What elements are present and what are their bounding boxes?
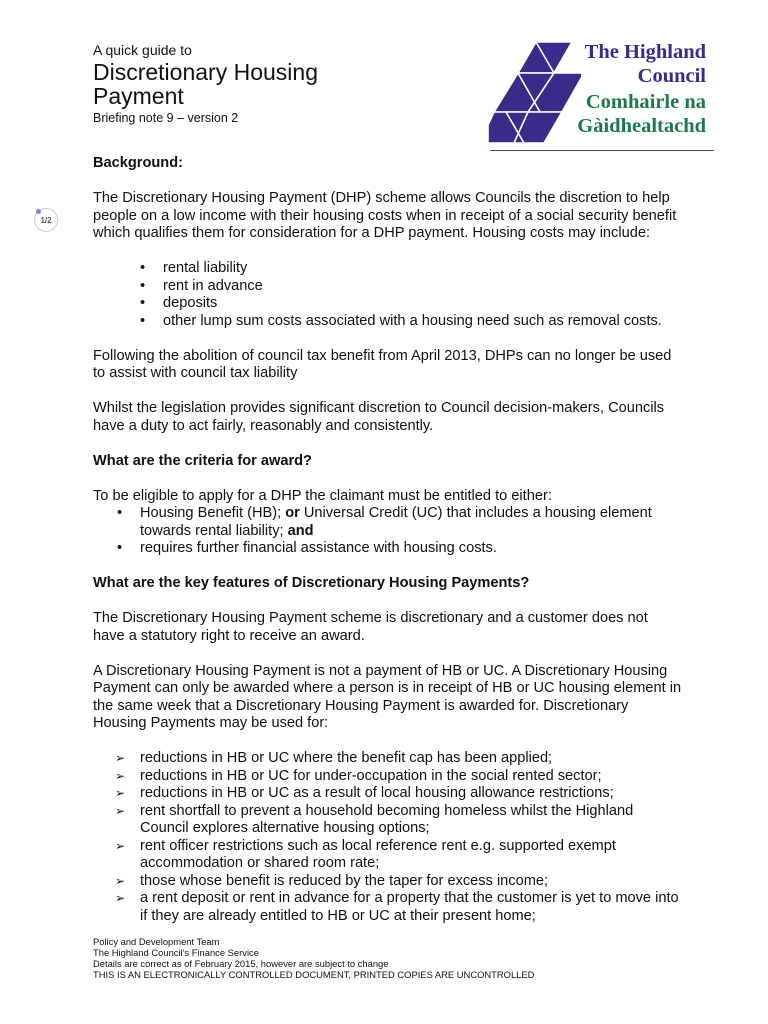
bullet-icon: • xyxy=(140,277,146,294)
features-paragraph-1: The Discretionary Housing Payment scheme is discretionary and a customer does not have a statutory right to receive an award. xyxy=(93,610,648,644)
header-kicker: A quick guide to xyxy=(93,42,192,58)
list-item: • Housing Benefit (HB); or Universal Credit (UC) that includes a housing element towards rental liability; and xyxy=(117,505,652,539)
bullet-icon: • xyxy=(140,312,146,329)
section-heading-background: Background: xyxy=(93,155,183,171)
page-indicator-badge[interactable] xyxy=(34,208,58,232)
bullet-icon: • xyxy=(117,540,123,556)
bullet-icon: • xyxy=(117,505,123,521)
document-body xyxy=(93,155,683,925)
logo-text-line-1: The Highland xyxy=(584,41,706,63)
housing-costs-list xyxy=(93,260,683,330)
footer-line-3: Details are correct as of February 2015, however are subject to change xyxy=(93,958,389,969)
logo-text-line-4: Gàidhealtachd xyxy=(577,115,706,137)
list-item: ➢ reductions in HB or UC as a result of local housing allowance restrictions; xyxy=(115,785,614,801)
list-item: ➢ reductions in HB or UC where the benefit cap has been applied; xyxy=(115,750,553,766)
background-intro: The Discretionary Housing Payment (DHP) scheme allows Councils the discretion to help people on a low income with their housing costs when in receipt of a social security benefit which qualifies them for consideration for a DHP payment. Housing costs may include: xyxy=(93,190,677,241)
section-heading-criteria: What are the criteria for award? xyxy=(93,452,312,469)
council-tax-paragraph: Following the abolition of council tax benefit from April 2013, DHPs can no longer be used to assist with council tax liability xyxy=(93,347,672,381)
list-item: ➢ rent shortfall to prevent a household becoming homeless whilst the Highland Council explores alternative housing options; xyxy=(115,802,634,836)
arrow-bullet-icon: ➢ xyxy=(115,838,126,853)
list-item: ➢ a rent deposit or rent in advance for a property that the customer is yet to move into if they are already entitled to HB or UC at their present home; xyxy=(115,890,679,924)
arrow-bullet-icon: ➢ xyxy=(115,786,126,800)
logo-text-line-2: Council xyxy=(637,65,706,87)
document-header xyxy=(93,42,453,126)
title-line-2: Payment xyxy=(93,83,184,109)
document-footer xyxy=(93,936,534,980)
list-item: ➢ reductions in HB or UC for under-occupation in the social rented sector; xyxy=(115,767,602,784)
arrow-bullet-icon: ➢ xyxy=(115,891,126,905)
list-item: ➢ those whose benefit is reduced by the taper for excess income; xyxy=(115,872,549,889)
bullet-icon: • xyxy=(140,260,146,276)
page-indicator-label: 1/2 xyxy=(40,215,52,225)
list-item: • other lump sum costs associated with a housing need such as removal costs. xyxy=(140,312,662,329)
highland-council-logo xyxy=(486,40,718,154)
arrow-bullet-icon: ➢ xyxy=(115,751,126,765)
legislation-paragraph: Whilst the legislation provides significant discretion to Council decision-makers, Councils have a duty to act fairly, reasonably and consistently. xyxy=(93,400,665,434)
list-item: • rent in advance xyxy=(140,277,263,294)
list-item: • requires further financial assistance with housing costs. xyxy=(117,540,497,556)
logo-text-line-3: Comhairle na xyxy=(585,91,706,113)
list-item: • deposits xyxy=(140,295,218,311)
arrow-bullet-icon: ➢ xyxy=(115,873,126,888)
arrow-bullet-icon: ➢ xyxy=(115,803,126,818)
title-line-1: Discretionary Housing xyxy=(93,59,318,85)
dhp-uses-list xyxy=(93,750,683,925)
logo-underline xyxy=(490,150,714,151)
footer-line-2: The Highland Council's Finance Service xyxy=(93,947,259,958)
criteria-intro: To be eligible to apply for a DHP the claimant must be entitled to either: xyxy=(93,487,552,504)
arrow-bullet-icon: ➢ xyxy=(115,768,126,783)
page-title xyxy=(93,60,453,108)
triangle-mosaic-icon xyxy=(486,40,581,150)
footer-line-1: Policy and Development Team xyxy=(93,936,220,947)
footer-line-4: THIS IS AN ELECTRONICALLY CONTROLLED DOCUMENT, PRINTED COPIES ARE UNCONTROLLED xyxy=(93,969,535,980)
section-heading-features: What are the key features of Discretionary Housing Payments? xyxy=(93,575,530,591)
features-paragraph-2: A Discretionary Housing Payment is not a payment of HB or UC. A Discretionary Housing Payment can only be awarded where a person is in receipt of HB or UC housing element in the same week that a Discretionary Housing Payment is awarded for. Discretionary Housing Payments may be used for: xyxy=(93,662,682,731)
bullet-icon: • xyxy=(140,295,146,311)
list-item: • rental liability xyxy=(140,260,248,276)
list-item: ➢ rent officer restrictions such as local reference rent e.g. supported exempt accommodation or shared room rate; xyxy=(115,837,616,871)
badge-dot-icon xyxy=(36,209,41,214)
header-subtitle: Briefing note 9 – version 2 xyxy=(93,111,239,125)
criteria-list xyxy=(93,505,683,558)
